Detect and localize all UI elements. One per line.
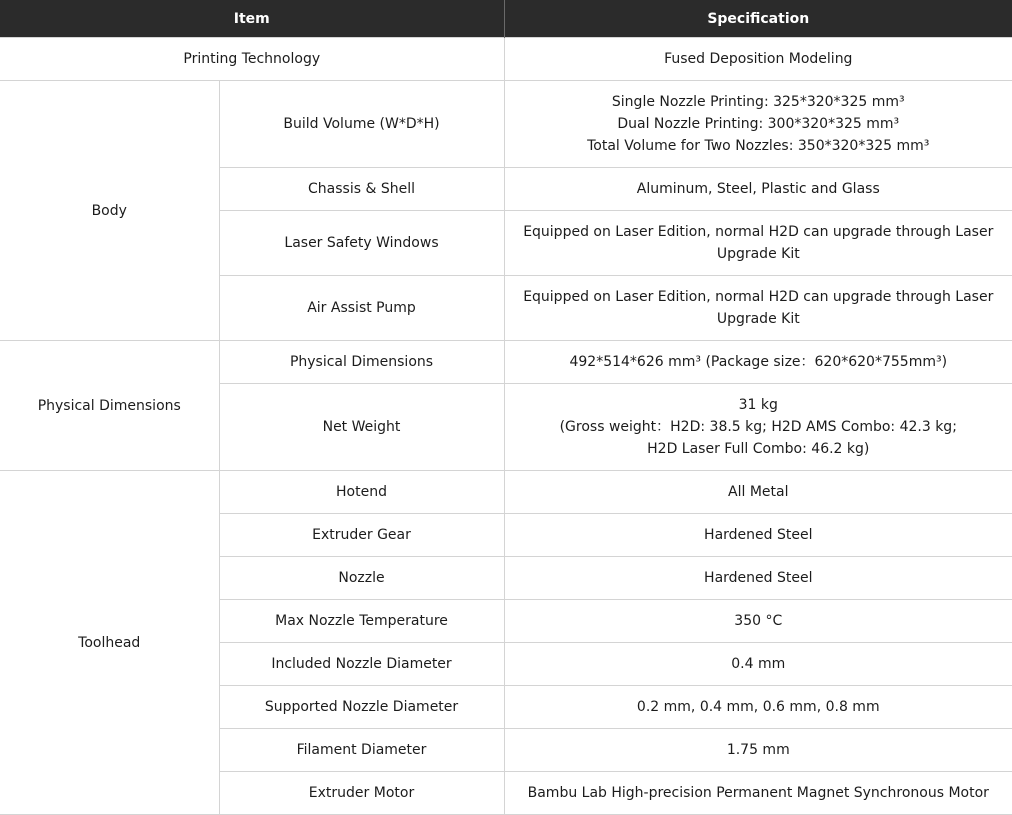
air-pump-line: Equipped on Laser Edition, normal H2D can upgrade through Laser [523, 289, 994, 305]
laser-windows-line: Upgrade Kit [716, 246, 800, 262]
toolhead-row-label: Supported Nozzle Diameter [219, 686, 504, 729]
net-weight-line: H2D Laser Full Combo: 46.2 kg) [647, 441, 870, 457]
specification-header: Specification [504, 0, 1012, 38]
build-volume-line: Dual Nozzle Printing: 300*320*325 mm³ [617, 116, 900, 132]
physical-group-label: Physical Dimensions [0, 341, 219, 471]
toolhead-row-label: Hotend [219, 471, 504, 514]
printing-technology-label: Printing Technology [0, 38, 504, 81]
header-row [0, 0, 1012, 38]
table-row [0, 38, 1012, 81]
net-weight-line: 31 kg [738, 397, 778, 413]
build-volume-line: Total Volume for Two Nozzles: 350*320*325 mm³ [587, 138, 930, 154]
toolhead-row-label: Max Nozzle Temperature [219, 600, 504, 643]
toolhead-row-value: Hardened Steel [504, 557, 1012, 600]
item-header: Item [0, 0, 504, 38]
toolhead-row-label: Filament Diameter [219, 729, 504, 772]
table-row [0, 471, 1012, 514]
laser-windows-line: Equipped on Laser Edition, normal H2D can upgrade through Laser [523, 224, 994, 240]
toolhead-row-label: Nozzle [219, 557, 504, 600]
printing-technology-value: Fused Deposition Modeling [504, 38, 1012, 81]
chassis-label: Chassis & Shell [219, 168, 504, 211]
build-volume-line: Single Nozzle Printing: 325*320*325 mm³ [611, 94, 905, 110]
air-pump-line: Upgrade Kit [716, 311, 800, 327]
net-weight-value [504, 384, 1012, 471]
toolhead-row-value: All Metal [504, 471, 1012, 514]
physical-dimensions-value: 492*514*626 mm³ (Package size：620*620*755mm³) [504, 341, 1012, 384]
net-weight-label: Net Weight [219, 384, 504, 471]
net-weight-line: (Gross weight：H2D: 38.5 kg; H2D AMS Combo: 42.3 kg; [559, 419, 957, 435]
toolhead-row-value: 0.2 mm, 0.4 mm, 0.6 mm, 0.8 mm [504, 686, 1012, 729]
air-pump-value [504, 276, 1012, 341]
chassis-value: Aluminum, Steel, Plastic and Glass [504, 168, 1012, 211]
toolhead-group-label: Toolhead [0, 471, 219, 815]
physical-dimensions-label: Physical Dimensions [219, 341, 504, 384]
toolhead-row-value: 0.4 mm [504, 643, 1012, 686]
toolhead-row-value: Bambu Lab High-precision Permanent Magnet Synchronous Motor [504, 772, 1012, 815]
toolhead-row-label: Extruder Motor [219, 772, 504, 815]
body-group-label: Body [0, 81, 219, 341]
build-volume-value [504, 81, 1012, 168]
toolhead-row-label: Extruder Gear [219, 514, 504, 557]
table-row [0, 81, 1012, 168]
toolhead-row-value: Hardened Steel [504, 514, 1012, 557]
toolhead-row-value: 1.75 mm [504, 729, 1012, 772]
toolhead-row-value: 350 °C [504, 600, 1012, 643]
laser-windows-value [504, 211, 1012, 276]
build-volume-label: Build Volume (W*D*H) [219, 81, 504, 168]
toolhead-row-label: Included Nozzle Diameter [219, 643, 504, 686]
air-pump-label: Air Assist Pump [219, 276, 504, 341]
table-row [0, 341, 1012, 384]
laser-windows-label: Laser Safety Windows [219, 211, 504, 276]
